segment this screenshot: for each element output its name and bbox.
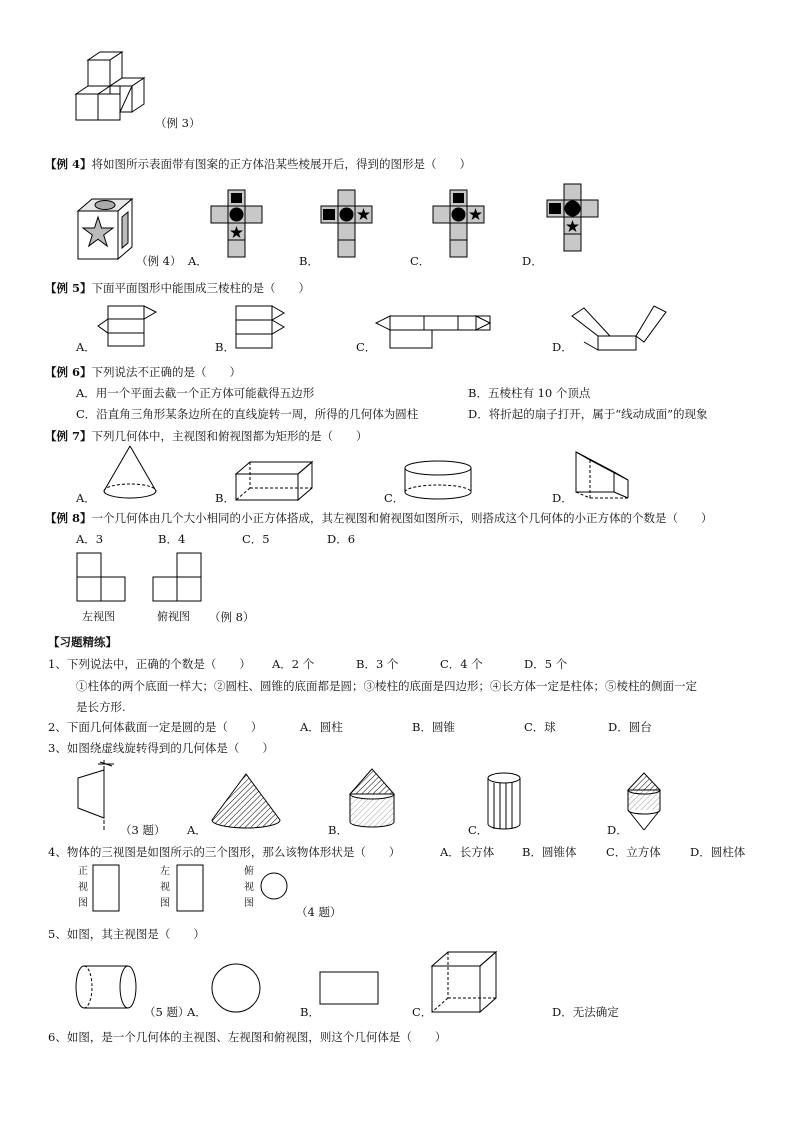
example-5-option-b-net[interactable] xyxy=(232,302,292,352)
example-7-option-a-cone[interactable] xyxy=(94,443,174,505)
example-7-option-a-label[interactable]: A． xyxy=(76,491,96,505)
q3-stem: 3、如图绕虚线旋转得到的几何体是（ ） xyxy=(48,741,274,755)
example-4-option-c-net[interactable] xyxy=(430,190,500,265)
example-8-left-view-figure xyxy=(74,550,130,606)
example-8-option-b[interactable]: B．4 xyxy=(158,532,186,546)
example-6-question-text: 下列说法不正确的是（ ） xyxy=(91,365,242,379)
q3-option-a-label[interactable]: A． xyxy=(187,823,207,837)
q5-option-c-label[interactable]: C． xyxy=(412,1005,433,1019)
q1-statements-line-end: 是长方形. xyxy=(76,700,126,714)
example-7-option-c-label[interactable]: C． xyxy=(384,491,405,505)
q1-option-d[interactable]: D．5 个 xyxy=(524,657,568,671)
example-7-question xyxy=(45,428,368,444)
q4-caption: （4 题） xyxy=(296,905,342,919)
example-4-option-a-label[interactable]: A． xyxy=(188,254,208,268)
example-4-tag: 【例 4】 xyxy=(45,157,92,171)
example-7-option-c-cylinder[interactable] xyxy=(400,458,480,504)
q5-option-a-circle[interactable] xyxy=(206,962,268,1014)
example-4-patterned-cube xyxy=(74,195,136,263)
example-4-option-b-net[interactable] xyxy=(318,190,388,265)
example-8-option-a[interactable]: A．3 xyxy=(76,532,104,546)
q1-option-c[interactable]: C．4 个 xyxy=(440,657,483,671)
q3-option-d-label[interactable]: D． xyxy=(607,823,628,837)
q4-front-view-rect xyxy=(92,864,122,914)
q5-lying-cylinder-figure xyxy=(72,962,142,1012)
example-7-option-d-prism[interactable] xyxy=(568,448,638,504)
example-4-question-text: 将如图所示表面带有图案的正方体沿某些棱展开后，得到的图形是（ ） xyxy=(91,157,472,171)
q3-caption: （3 题） xyxy=(120,823,166,837)
example-5-option-d-net[interactable] xyxy=(568,302,670,352)
q4-option-b[interactable]: B．圆锥体 xyxy=(522,845,577,859)
q3-option-b-label[interactable]: B． xyxy=(328,823,348,837)
example-7-option-b-label[interactable]: B． xyxy=(215,491,235,505)
q1-statements-line: ①柱体的两个底面一样大；②圆柱、圆锥的底面都是圆；③棱柱的底面是四边形；④长方体一定是柱体；⑤棱柱的侧面一定 xyxy=(76,679,697,693)
q2-stem: 2、下面几何体截面一定是圆的是（ ） xyxy=(48,720,263,734)
q3-option-d-double-cone-cylinder[interactable] xyxy=(624,770,668,836)
q4-option-c[interactable]: C．立方体 xyxy=(606,845,661,859)
example-5-option-d-label[interactable]: D． xyxy=(552,340,573,354)
q1-option-b[interactable]: B．3 个 xyxy=(356,657,399,671)
practice-heading: 【习题精练】 xyxy=(48,635,117,649)
example-5-option-a-net[interactable] xyxy=(94,302,164,352)
q5-option-c-cube[interactable] xyxy=(428,948,500,1016)
q5-stem: 5、如图，其主视图是（ ） xyxy=(48,927,205,941)
example-6-question xyxy=(45,364,241,380)
q2-option-b[interactable]: B．圆锥 xyxy=(412,720,455,734)
q5-option-d[interactable]: D．无法确定 xyxy=(552,1005,619,1019)
example-5-option-c-net[interactable] xyxy=(372,310,497,352)
example-4-option-a-net[interactable] xyxy=(208,190,268,265)
example-5-option-a-label[interactable]: A． xyxy=(76,340,96,354)
q6-stem: 6、如图，是一个几何体的主视图、左视图和俯视图，则这个几何体是（ ） xyxy=(48,1030,447,1044)
example-5-option-c-label[interactable]: C． xyxy=(356,340,377,354)
q3-option-c-label[interactable]: C． xyxy=(468,823,489,837)
q1-option-a[interactable]: A．2 个 xyxy=(272,657,315,671)
example-8-question-text: 一个几何体由几个大小相同的小正方体搭成，其左视图和俯视图如图所示，则搭成这个几何体的小正方体的个数是（ ） xyxy=(91,511,713,525)
example-6-option-d[interactable]: D．将折起的扇子打开，属于“线动成面”的现象 xyxy=(468,407,708,421)
example-7-tag: 【例 7】 xyxy=(45,429,92,443)
q4-left-view-rect xyxy=(176,864,206,914)
q2-option-c[interactable]: C．球 xyxy=(524,720,556,734)
example-4-option-d-net[interactable] xyxy=(544,184,614,264)
example-8-question xyxy=(45,510,713,526)
q4-option-d[interactable]: D．圆柱体 xyxy=(690,845,746,859)
example-5-option-b-label[interactable]: B． xyxy=(215,340,235,354)
example-7-question-text: 下列几何体中，主视图和俯视图都为矩形的是（ ） xyxy=(91,429,368,443)
example-4-option-d-label[interactable]: D． xyxy=(522,254,543,268)
example-7-option-d-label[interactable]: D． xyxy=(552,491,573,505)
example-8-option-d[interactable]: D．6 xyxy=(327,532,356,546)
q5-option-b-label[interactable]: B． xyxy=(300,1005,320,1019)
q4-front-view-label: 正视图 xyxy=(78,866,88,909)
example-8-tag: 【例 8】 xyxy=(45,511,92,525)
q3-option-b-cone-on-cylinder[interactable] xyxy=(344,766,404,834)
q3-option-a-cone[interactable] xyxy=(206,770,286,832)
example-4-option-c-label[interactable]: C． xyxy=(410,254,431,268)
example-8-caption: （例 8） xyxy=(209,610,255,624)
q4-stem: 4、物体的三视图是如图所示的三个图形，那么该物体形状是（ ） xyxy=(48,845,401,859)
example-3-caption: （例 3） xyxy=(155,116,201,130)
q1-stem: 1、下列说法中，正确的个数是（ ） xyxy=(48,657,251,671)
example-5-question-text: 下面平面图形中能围成三棱柱的是（ ） xyxy=(91,281,311,295)
q4-left-view-label: 左视图 xyxy=(160,866,170,909)
example-4-question xyxy=(45,156,471,172)
example-5-tag: 【例 5】 xyxy=(45,281,92,295)
q3-trapezoid-with-axis-figure xyxy=(70,758,120,834)
q5-option-b-rectangle[interactable] xyxy=(318,970,382,1008)
example-8-left-view-label: 左视图 xyxy=(82,610,115,623)
q4-top-view-circle xyxy=(258,872,292,902)
example-3-cube-stack-figure xyxy=(70,48,160,128)
q3-option-c-cylinder[interactable] xyxy=(484,770,528,834)
example-8-top-view-figure xyxy=(150,550,206,606)
q4-option-a[interactable]: A．长方体 xyxy=(440,845,495,859)
example-4-caption: （例 4） xyxy=(136,254,182,268)
example-6-tag: 【例 6】 xyxy=(45,365,92,379)
example-4-option-b-label[interactable]: B． xyxy=(299,254,319,268)
example-6-option-c[interactable]: C．沿直角三角形某条边所在的直线旋转一周，所得的几何体为圆柱 xyxy=(76,407,419,421)
example-6-option-b[interactable]: B．五棱柱有 10 个顶点 xyxy=(468,386,591,400)
example-6-option-a[interactable]: A．用一个平面去截一个正方体可能截得五边形 xyxy=(76,386,315,400)
example-7-option-b-cuboid[interactable] xyxy=(232,458,322,504)
q2-option-a[interactable]: A．圆柱 xyxy=(300,720,343,734)
example-8-option-c[interactable]: C．5 xyxy=(242,532,270,546)
q2-option-d[interactable]: D．圆台 xyxy=(608,720,652,734)
q5-caption: （5 题） xyxy=(144,1005,190,1019)
example-5-question xyxy=(45,280,310,296)
q4-top-view-label: 俯视图 xyxy=(244,866,254,909)
example-8-top-view-label: 俯视图 xyxy=(157,610,190,623)
q5-option-a-label[interactable]: A． xyxy=(187,1005,207,1019)
